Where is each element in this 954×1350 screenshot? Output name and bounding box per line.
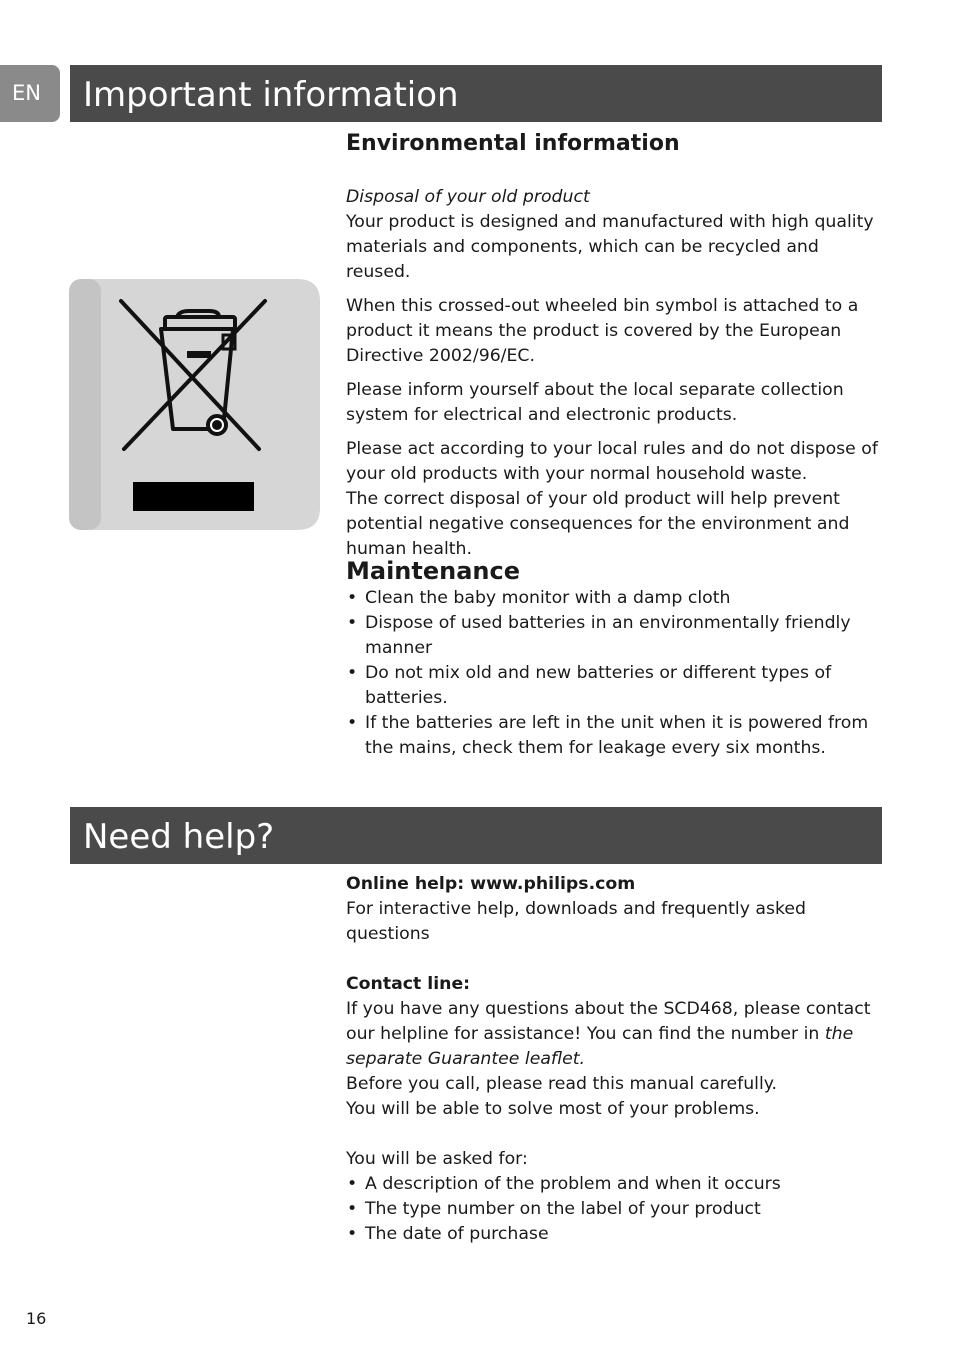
list-item: • The type number on the label of your product — [346, 1197, 886, 1222]
maintenance-heading: Maintenance — [346, 557, 521, 585]
list-item: • If the batteries are left in the unit when it is powered from the mains, check them for leakage every six months. — [346, 711, 886, 761]
list-item: • The date of purchase — [346, 1222, 886, 1247]
guarantee-leaflet-reference: the separate Guarantee leaflet. — [346, 1024, 854, 1069]
need-help-section — [346, 872, 886, 1247]
maintenance-list — [346, 586, 886, 761]
list-item: • Dispose of used batteries in an environmentally friendly manner — [346, 611, 886, 661]
env-paragraph-3: Please inform yourself about the local separate collection system for electrical and electronic products. — [346, 380, 844, 425]
list-item: • Clean the baby monitor with a damp cloth — [346, 586, 886, 611]
online-help-text: For interactive help, downloads and frequently asked questions — [346, 899, 807, 944]
contact-text: If you have any questions about the SCD468, please contact our helpline for assistance! You can find the number in — [346, 999, 871, 1044]
environmental-information-section — [346, 129, 886, 562]
maintenance-section — [346, 556, 886, 761]
contact-line-text — [346, 997, 886, 1072]
language-tab: EN — [0, 65, 60, 122]
asked-for-text: You will be asked for: — [346, 1149, 528, 1169]
crossed-out-wheeled-bin-icon — [69, 279, 320, 530]
contact-line-label: Contact line: — [346, 974, 471, 994]
before-call-text: Before you call, please read this manual carefully. — [346, 1074, 778, 1094]
environmental-heading: Environmental information — [346, 131, 680, 156]
list-item: • A description of the problem and when it occurs — [346, 1172, 886, 1197]
online-help-label: Online help: www.philips.com — [346, 874, 636, 894]
list-item: • Do not mix old and new batteries or different types of batteries. — [346, 661, 886, 711]
env-paragraph-2: When this crossed-out wheeled bin symbol is attached to a product it means the product is covered by the European Directive 2002/96/EC. — [346, 296, 859, 366]
section-title-important-information: Important information — [70, 65, 882, 122]
env-paragraph-4: Please act according to your local rules and do not dispose of your old products with your normal household waste. — [346, 439, 878, 484]
asked-for-list — [346, 1172, 886, 1247]
env-paragraph-5: The correct disposal of your old product will help prevent potential negative consequences for the environment and human health. — [346, 489, 850, 559]
page-number: 16 — [26, 1309, 47, 1328]
section-title-need-help: Need help? — [70, 807, 882, 864]
env-paragraph-1: Your product is designed and manufactured with high quality materials and components, which can be recycled and reused. — [346, 212, 874, 282]
solve-problems-text: You will be able to solve most of your problems. — [346, 1099, 760, 1119]
disposal-subtitle: Disposal of your old product — [346, 187, 590, 207]
